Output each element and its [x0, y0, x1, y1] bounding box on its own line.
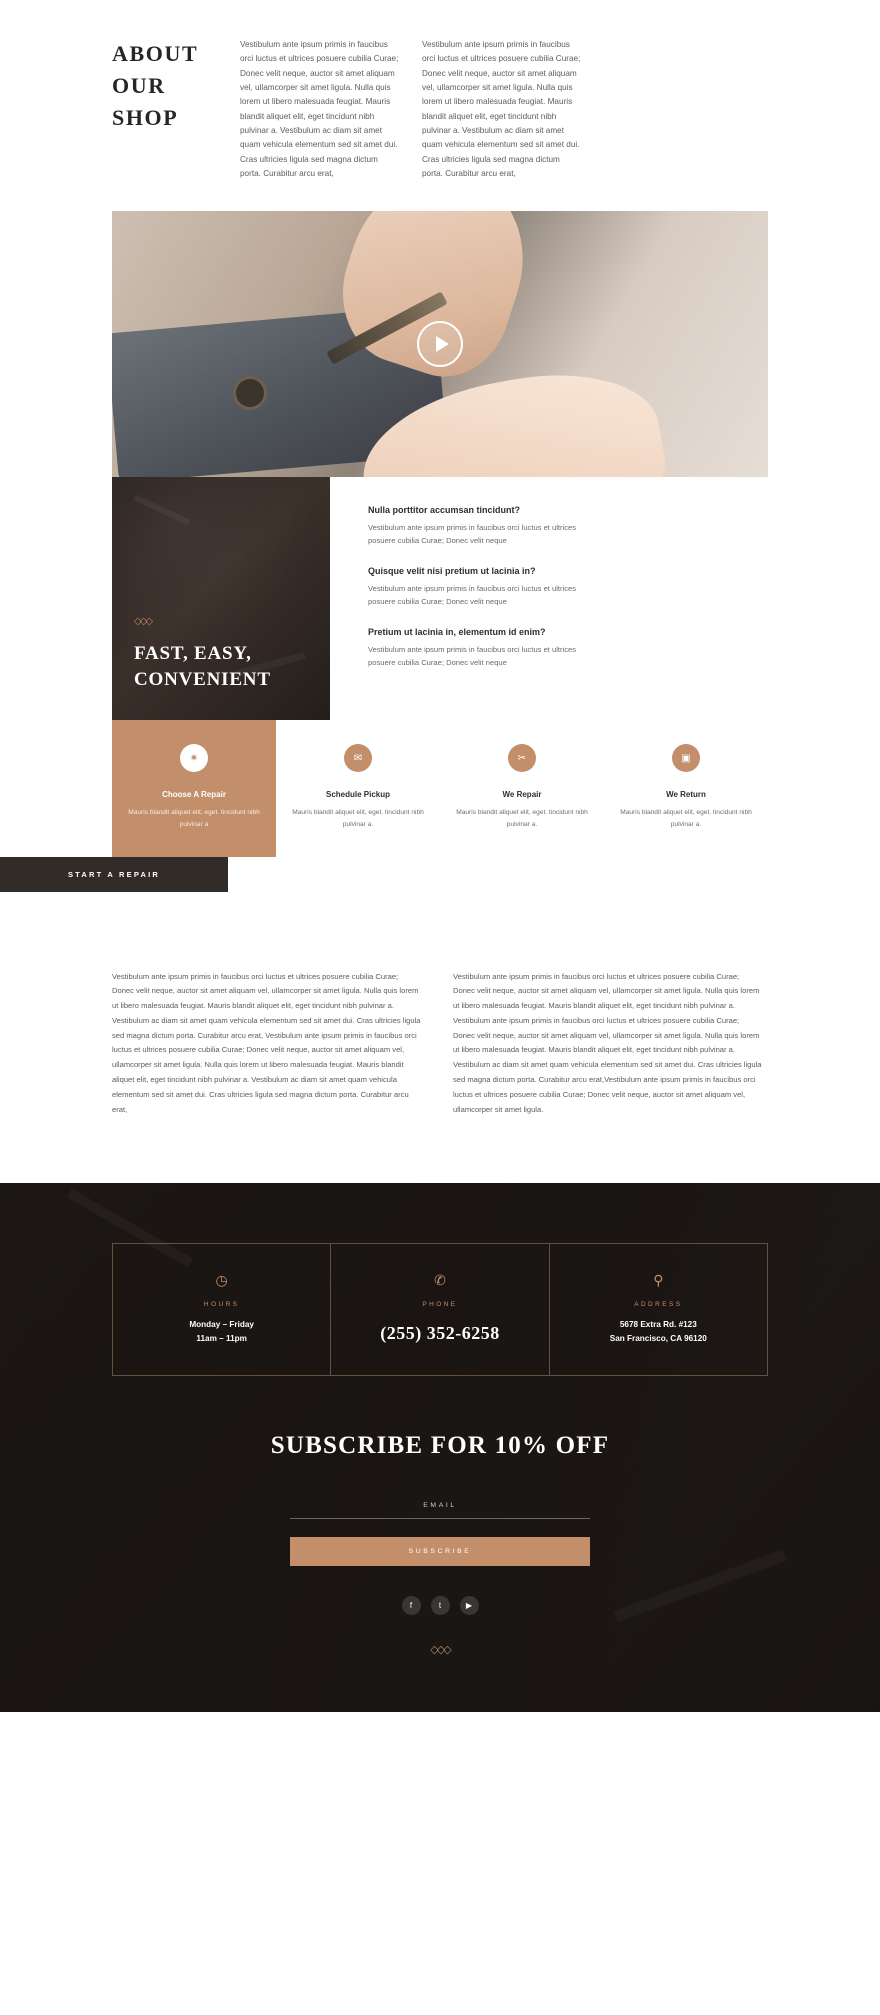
about-section — [0, 0, 880, 181]
footer-section — [0, 1183, 880, 1712]
faq-list — [330, 477, 880, 720]
faq-item — [368, 627, 762, 670]
contact-info-box — [112, 1243, 768, 1376]
about-title-line1: ABOUT — [112, 41, 199, 66]
twitter-icon[interactable]: t — [431, 1596, 450, 1615]
faq-item — [368, 566, 762, 609]
step-card-schedule-pickup[interactable] — [276, 720, 440, 856]
faq-answer: Vestibulum ante ipsum primis in faucibus orci luctus et ultrices posuere cubilia Curae; Donec velit neque — [368, 584, 577, 607]
address-line2: San Francisco, CA 96120 — [609, 1334, 707, 1344]
step-description: Mauris blandit aliquet elit, eget. tincidunt nibh pulvinar a. — [292, 809, 424, 828]
subscribe-button[interactable]: SUBSCRIBE — [290, 1537, 590, 1566]
info-cell-hours — [113, 1244, 331, 1375]
step-title: We Repair — [502, 790, 542, 800]
hours-line1: Monday – Friday — [189, 1320, 254, 1330]
subscribe-form — [290, 1494, 590, 1566]
subscribe-heading: SUBSCRIBE FOR 10% OFF — [270, 1432, 610, 1460]
video-player[interactable] — [112, 211, 768, 477]
faq-question: Quisque velit nisi pretium ut lacinia in? — [368, 566, 536, 577]
about-columns — [200, 38, 582, 181]
faq-heading-line1: FAST, EASY, — [134, 643, 252, 665]
phone-number[interactable]: (255) 352-6258 — [380, 1323, 500, 1344]
steps-section — [112, 720, 768, 856]
clock-icon: ◷ — [215, 1272, 228, 1289]
faq-answer: Vestibulum ante ipsum primis in faucibus orci luctus et ultrices posuere cubilia Curae; Donec velit neque — [368, 523, 577, 546]
faq-heading-line2: CONVENIENT — [134, 668, 271, 690]
info-cell-phone — [331, 1244, 549, 1375]
map-pin-icon: ⚲ — [653, 1272, 664, 1289]
info-cell-address — [550, 1244, 767, 1375]
about-paragraph-2: Vestibulum ante ipsum primis in faucibus orci luctus et ultrices posuere cubilia Curae; Donec velit neque, auctor sit amet aliquam vel, ullamcorper sit amet ligula. Nulla quis lorem ut libero malesuada feugiat. Mauris blandit aliquet elit, eget tincidunt nibh pulvinar a. Vestibulum ac diam sit amet quam vehicula elementum sed sit amet dui. Cras ultricies ligula sed magna dictum porta. Curabitur arcu erat, — [422, 40, 581, 179]
faq-section — [0, 477, 880, 720]
gear-icon: ✷ — [180, 744, 208, 772]
info-value — [123, 1318, 320, 1346]
social-links — [0, 1596, 880, 1615]
about-paragraph-1: Vestibulum ante ipsum primis in faucibus orci luctus et ultrices posuere cubilia Curae; Donec velit neque, auctor sit amet aliquam vel, ullamcorper sit amet ligula. Nulla quis lorem ut libero malesuada feugiat. Mauris blandit aliquet elit, eget tincidunt nibh pulvinar a. Vestibulum ac diam sit amet quam vehicula elementum sed sit amet dui. Cras ultricies ligula sed magna dictum porta. Curabitur arcu erat, — [240, 40, 399, 179]
step-title: We Return — [666, 790, 706, 800]
info-label: HOURS — [203, 1301, 240, 1309]
page-title — [0, 38, 200, 134]
step-description: Mauris blandit aliquet elit, eget. tincidunt nibh pulvinar a. — [456, 809, 588, 828]
long-text-column-2: Vestibulum ante ipsum primis in faucibus orci luctus et ultrices posuere cubilia Curae; Donec velit neque, auctor sit amet aliquam vel, ullamcorper sit amet ligula. Nulla quis lorem ut libero malesuada feugiat. Mauris blandit aliquet elit, eget tincidunt nibh pulvinar a. Vestibulum ante ipsum primis in faucibus orci luctus et ultrices posuere cubilia Curae; Donec velit neque, auctor sit amet aliquam vel, ullamcorper sit amet ligula. Nulla quis lorem ut libero malesuada feugiat. Mauris blandit aliquet elit, eget tincidunt nibh pulvinar a. Vestibulum ac diam sit amet quam vehicula elementum sed sit amet dui. Cras ultricies ligula sed magna dictum porta. Curabitur arcu erat,Vestibulum ante ipsum primis in faucibus orci luctus et ultrices posuere cubilia Curae; Donec velit neque, auctor sit amet aliquam vel, ullamcorper sit amet ligula. — [453, 971, 762, 1114]
box-icon: ▣ — [672, 744, 700, 772]
calendar-icon: ✉ — [344, 744, 372, 772]
info-value — [560, 1318, 757, 1346]
step-title: Choose A Repair — [162, 790, 226, 800]
address-line1: 5678 Extra Rd. #123 — [619, 1320, 697, 1330]
phone-icon: ✆ — [434, 1272, 446, 1289]
long-text-column-1: Vestibulum ante ipsum primis in faucibus orci luctus et ultrices posuere cubilia Curae; Donec velit neque, auctor sit amet aliquam vel, ullamcorper sit amet ligula. Nulla quis lorem ut libero malesuada feugiat. Mauris blandit aliquet elit, eget tincidunt nibh pulvinar a. Vestibulum ac diam sit amet quam vehicula elementum sed sit amet dui. Cras ultricies ligula sed magna dictum porta. Curabitur arcu erat, Vestibulum ante ipsum primis in faucibus orci luctus et ultrices posuere cubilia Curae; Donec velit neque, auctor sit amet aliquam vel, ullamcorper sit amet ligula. Nulla quis lorem ut libero malesuada feugiat. Mauris blandit aliquet elit, eget tincidunt nibh pulvinar a. Vestibulum ac diam sit amet quam vehicula elementum sed sit amet dui. Cras ultricies ligula sed magna dictum porta. Curabitur arcu erat, — [112, 971, 421, 1114]
start-a-repair-button[interactable]: START A REPAIR — [0, 857, 228, 892]
info-label: ADDRESS — [634, 1301, 683, 1309]
step-card-choose-a-repair[interactable] — [112, 720, 276, 856]
diamond-ornament-icon: ◇◇◇ — [134, 616, 152, 628]
email-input[interactable] — [290, 1496, 590, 1519]
info-label: PHONE — [422, 1301, 458, 1309]
step-card-we-repair[interactable] — [440, 720, 604, 856]
faq-item — [368, 505, 762, 548]
scissors-icon: ✂ — [508, 744, 536, 772]
long-text-section — [0, 892, 880, 1118]
play-icon — [436, 336, 449, 352]
faq-heading — [134, 641, 330, 692]
step-title: Schedule Pickup — [325, 790, 391, 800]
youtube-icon[interactable]: ▶ — [460, 1596, 479, 1615]
faq-question: Pretium ut lacinia in, elementum id enim? — [368, 627, 546, 638]
hours-line2: 11am – 11pm — [196, 1334, 247, 1344]
about-title-line2: OUR SHOP — [112, 72, 179, 130]
facebook-icon[interactable]: f — [402, 1596, 421, 1615]
faq-heading-panel — [112, 477, 330, 720]
step-description: Mauris blandit aliquet elit, eget. tincidunt nibh pulvinar a — [128, 809, 260, 828]
diamond-ornament-icon: ◇◇◇ — [430, 1644, 450, 1657]
play-button[interactable] — [417, 321, 463, 367]
faq-question: Nulla porttitor accumsan tincidunt? — [368, 505, 521, 516]
step-description: Mauris blandit aliquet elit, eget. tincidunt nibh pulvinar a. — [620, 809, 752, 828]
step-card-we-return[interactable] — [604, 720, 768, 856]
faq-answer: Vestibulum ante ipsum primis in faucibus orci luctus et ultrices posuere cubilia Curae; Donec velit neque — [368, 645, 577, 667]
